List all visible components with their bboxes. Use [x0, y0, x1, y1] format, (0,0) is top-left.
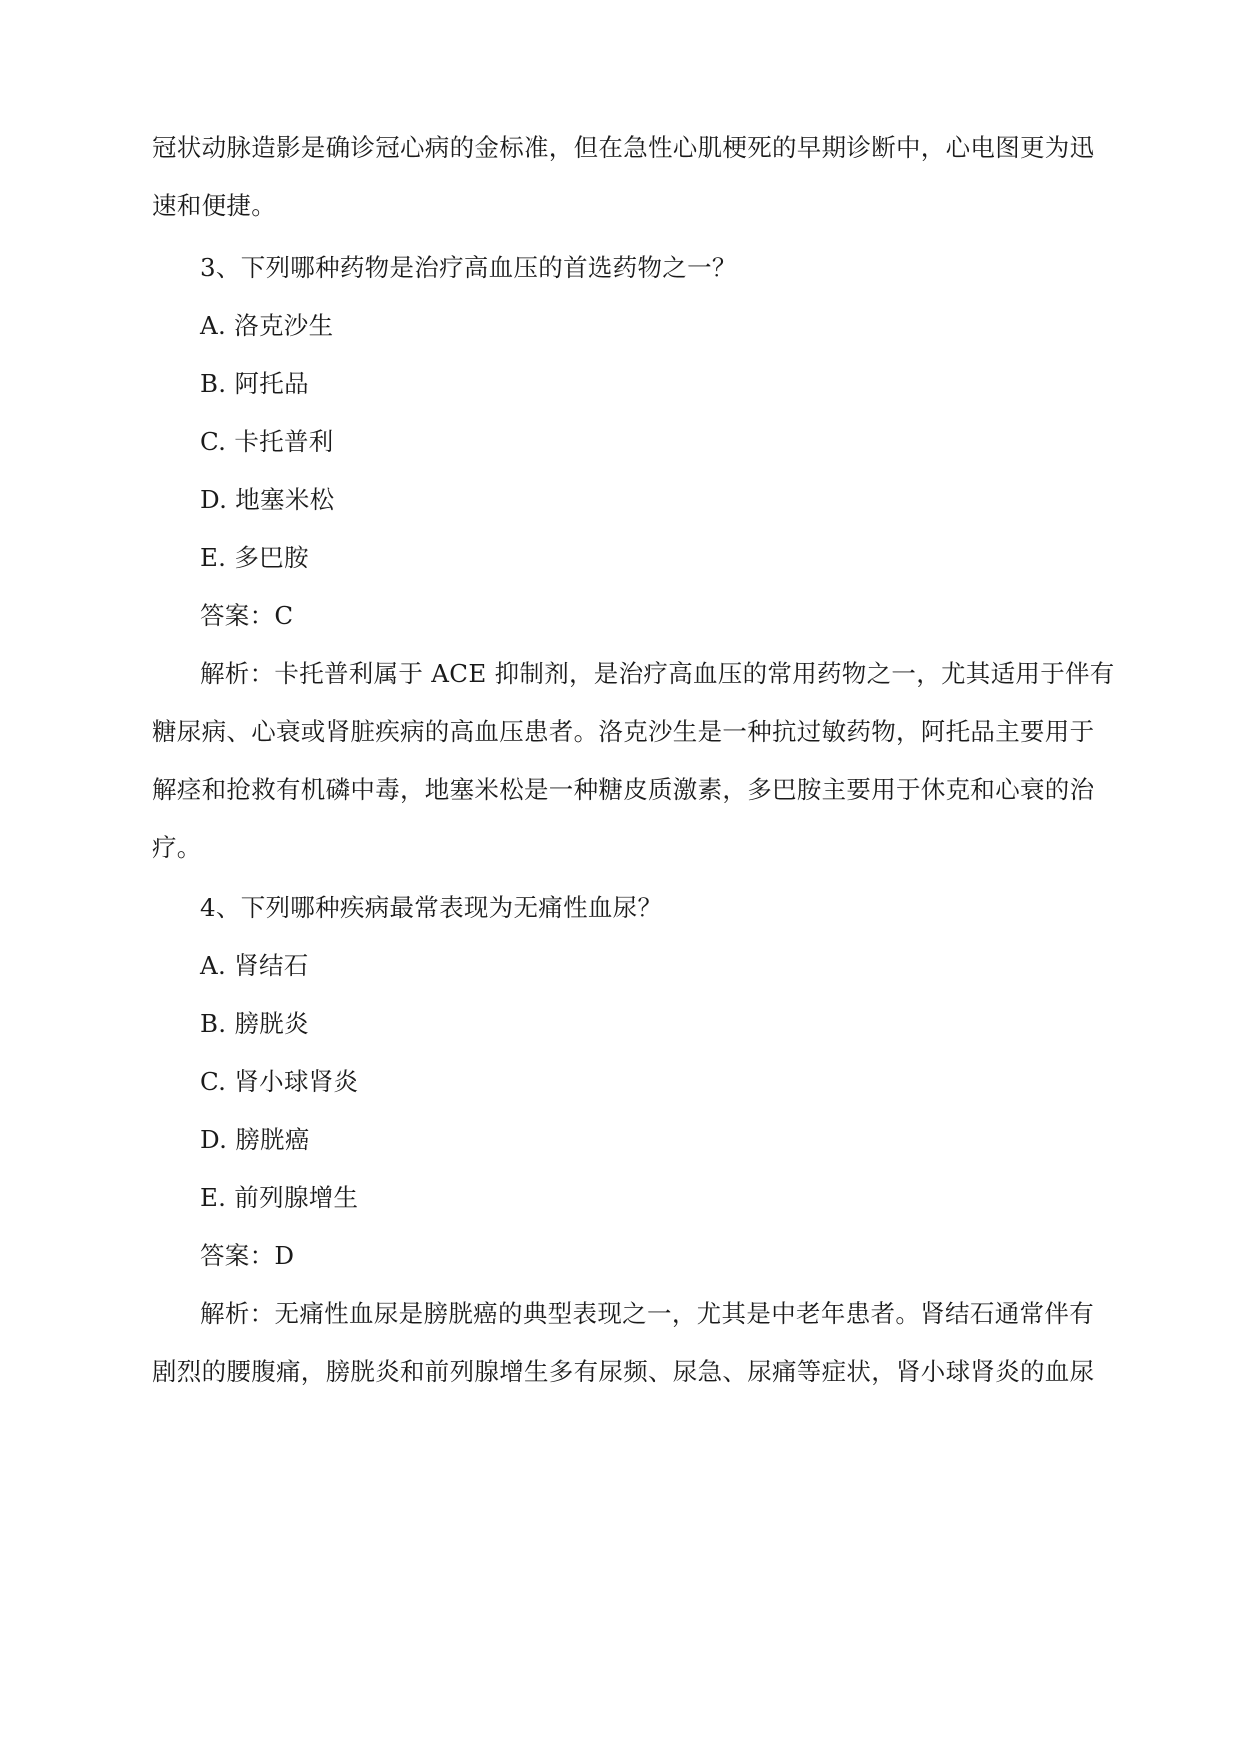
previous-explanation-line: 速和便捷。 [152, 191, 276, 220]
question-3-explanation-line: 解析：卡托普利属于 ACE 抑制剂，是治疗高血压的常用药物之一，尤其适用于伴有 [200, 659, 1115, 688]
question-4-stem: 4、下列哪种疾病最常表现为无痛性血尿？ [200, 893, 663, 922]
question-3-option-b: B. 阿托品 [200, 369, 309, 398]
question-4-answer: 答案：D [200, 1241, 295, 1270]
question-3-option-d: D. 地塞米松 [200, 485, 335, 514]
question-4-option-c: C. 肾小球肾炎 [200, 1067, 359, 1096]
question-4-explanation-line: 解析：无痛性血尿是膀胱癌的典型表现之一，尤其是中老年患者。肾结石通常伴有 [200, 1299, 1094, 1328]
question-3-option-c: C. 卡托普利 [200, 427, 334, 456]
question-4-option-e: E. 前列腺增生 [200, 1183, 359, 1212]
question-3-option-a: A. 洛克沙生 [200, 311, 334, 340]
question-3-option-e: E. 多巴胺 [200, 543, 309, 572]
previous-explanation-line: 冠状动脉造影是确诊冠心病的金标准，但在急性心肌梗死的早期诊断中，心电图更为迅 [152, 133, 1095, 162]
question-4-option-d: D. 膀胱癌 [200, 1125, 310, 1154]
question-3-explanation-line: 解痉和抢救有机磷中毒，地塞米松是一种糖皮质激素，多巴胺主要用于休克和心衰的治 [152, 775, 1095, 804]
question-4-option-b: B. 膀胱炎 [200, 1009, 309, 1038]
question-3-explanation-line: 糖尿病、心衰或肾脏疾病的高血压患者。洛克沙生是一种抗过敏药物，阿托品主要用于 [152, 717, 1095, 746]
question-4-option-a: A. 肾结石 [200, 951, 309, 980]
question-3-answer: 答案：C [200, 601, 294, 630]
question-3-explanation-line: 疗。 [152, 833, 202, 862]
question-4-explanation-line: 剧烈的腰腹痛，膀胱炎和前列腺增生多有尿频、尿急、尿痛等症状，肾小球肾炎的血尿 [152, 1357, 1095, 1386]
question-3-stem: 3、下列哪种药物是治疗高血压的首选药物之一？ [200, 253, 737, 282]
